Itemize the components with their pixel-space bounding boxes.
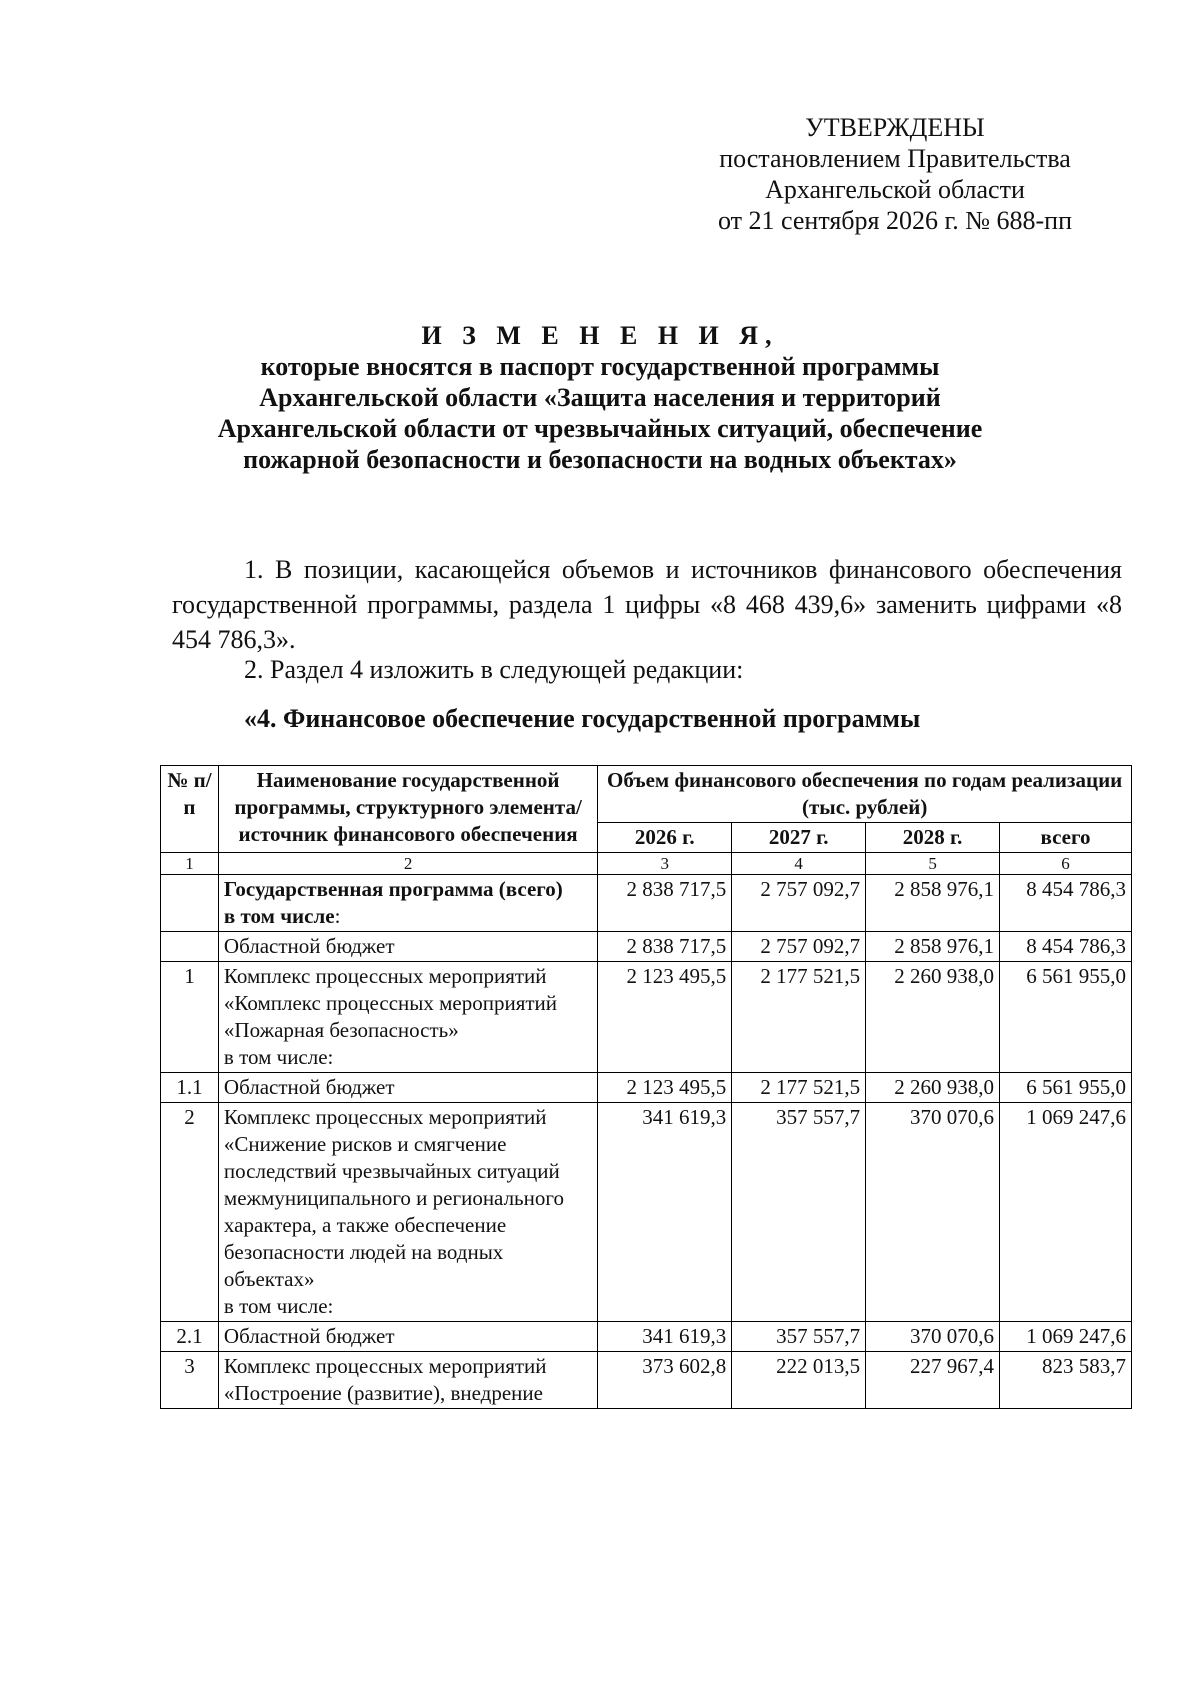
row-num: 3 [161, 1352, 219, 1409]
row-name-bold: Государственная программа (всего) [223, 877, 563, 901]
value-total: 1 069 247,6 [1000, 1103, 1132, 1322]
row-name-subtitle: в том числе [223, 904, 335, 928]
table-row [161, 1322, 1132, 1352]
value-2026: 341 619,3 [598, 1103, 732, 1322]
value-2026: 2 838 717,5 [598, 932, 732, 962]
index-cell: 6 [1000, 853, 1132, 875]
value-2026: 2 123 495,5 [598, 962, 732, 1073]
approval-date: от 21 сентября 2026 г. № 688-пп [717, 206, 1073, 235]
value-2026: 341 619,3 [598, 1322, 732, 1352]
value-2028: 2 858 976,1 [866, 932, 1000, 962]
row-name [218, 962, 597, 1073]
header-2028: 2028 г. [866, 823, 1000, 853]
header-2027: 2027 г. [732, 823, 866, 853]
title-heading: И З М Е Н Е Н И Я, [421, 321, 779, 350]
row-name-text: Комплекс процессных мероприятий «Снижение рисков и смягчение последствий чрезвычайных ситуаций межмуниципального и регионального характера, а также обеспечение безопасности людей на водных объектах» [223, 1105, 564, 1291]
section-title: «4. Финансовое обеспечение государственной программы [244, 704, 921, 733]
value-2028: 370 070,6 [866, 1103, 1000, 1322]
index-cell: 4 [732, 853, 866, 875]
value-2028: 2 858 976,1 [866, 875, 1000, 932]
header-name: Наименование государственной программы, структурного элемента/ источник финансового обеспечения [218, 766, 597, 853]
approval-block [700, 112, 1090, 236]
value-2026: 2 123 495,5 [598, 1073, 732, 1103]
table-row [161, 932, 1132, 962]
row-num: 1 [161, 962, 219, 1073]
value-2028: 227 967,4 [866, 1352, 1000, 1409]
title-line: пожарной безопасности и безопасности на водных объектах» [243, 445, 957, 474]
value-total: 1 069 247,6 [1000, 1322, 1132, 1352]
paragraph-2: 2. Раздел 4 изложить в следующей редакции: [244, 655, 744, 684]
row-num [161, 875, 219, 932]
table-row [161, 875, 1132, 932]
row-name: Областной бюджет [218, 1322, 597, 1352]
approval-line: постановлением Правительства [719, 144, 1071, 173]
value-2027: 2 757 092,7 [732, 875, 866, 932]
title-line: Архангельской области от чрезвычайных ситуаций, обеспечение [217, 414, 983, 443]
value-2027: 2 177 521,5 [732, 962, 866, 1073]
title-line: которые вносятся в паспорт государственной программы [260, 352, 940, 381]
table-row [161, 1352, 1132, 1409]
row-name-colon: : [334, 904, 341, 928]
value-2027: 2 757 092,7 [732, 932, 866, 962]
table-row [161, 962, 1132, 1073]
value-2027: 2 177 521,5 [732, 1073, 866, 1103]
financing-table [160, 765, 1132, 1409]
row-name-subtitle: в том числе: [223, 1045, 334, 1069]
index-cell: 2 [218, 853, 597, 875]
header-total: всего [1000, 823, 1132, 853]
table-index-row [161, 853, 1132, 875]
value-2028: 2 260 938,0 [866, 962, 1000, 1073]
approval-title: УТВЕРЖДЕНЫ [805, 113, 985, 142]
row-num: 2 [161, 1103, 219, 1322]
row-name [218, 875, 597, 932]
value-total: 8 454 786,3 [1000, 875, 1132, 932]
value-2027: 222 013,5 [732, 1352, 866, 1409]
row-num: 2.1 [161, 1322, 219, 1352]
header-num: № п/п [161, 766, 219, 853]
value-total: 6 561 955,0 [1000, 962, 1132, 1073]
index-cell: 3 [598, 853, 732, 875]
value-2028: 370 070,6 [866, 1322, 1000, 1352]
table-row [161, 1073, 1132, 1103]
value-total: 6 561 955,0 [1000, 1073, 1132, 1103]
value-2027: 357 557,7 [732, 1322, 866, 1352]
document-title [150, 320, 1050, 475]
row-name: Областной бюджет [218, 932, 597, 962]
index-cell: 5 [866, 853, 1000, 875]
value-2026: 373 602,8 [598, 1352, 732, 1409]
row-name: Комплекс процессных мероприятий «Построение (развитие), внедрение [218, 1352, 597, 1409]
value-2028: 2 260 938,0 [866, 1073, 1000, 1103]
title-line: Архангельской области «Защита населения и территорий [259, 383, 941, 412]
index-cell: 1 [161, 853, 219, 875]
value-2026: 2 838 717,5 [598, 875, 732, 932]
header-2026: 2026 г. [598, 823, 732, 853]
row-name: Областной бюджет [218, 1073, 597, 1103]
value-2027: 357 557,7 [732, 1103, 866, 1322]
header-volume: Объем финансового обеспечения по годам реализации (тыс. рублей) [598, 766, 1132, 823]
row-name [218, 1103, 597, 1322]
value-total: 8 454 786,3 [1000, 932, 1132, 962]
approval-line: Архангельской области [765, 175, 1025, 204]
row-name-text: Комплекс процессных мероприятий «Комплекс процессных мероприятий «Пожарная безопасность» [223, 964, 558, 1042]
table-header-row [161, 766, 1132, 823]
paragraph-1: 1. В позиции, касающейся объемов и источников финансового обеспечения государственной программы, раздела 1 цифры «8 468 439,6» заменить цифрами «8 454 786,3». [172, 555, 1122, 654]
row-name-subtitle: в том числе: [223, 1294, 334, 1318]
row-num: 1.1 [161, 1073, 219, 1103]
row-num [161, 932, 219, 962]
table-row [161, 1103, 1132, 1322]
value-total: 823 583,7 [1000, 1352, 1132, 1409]
